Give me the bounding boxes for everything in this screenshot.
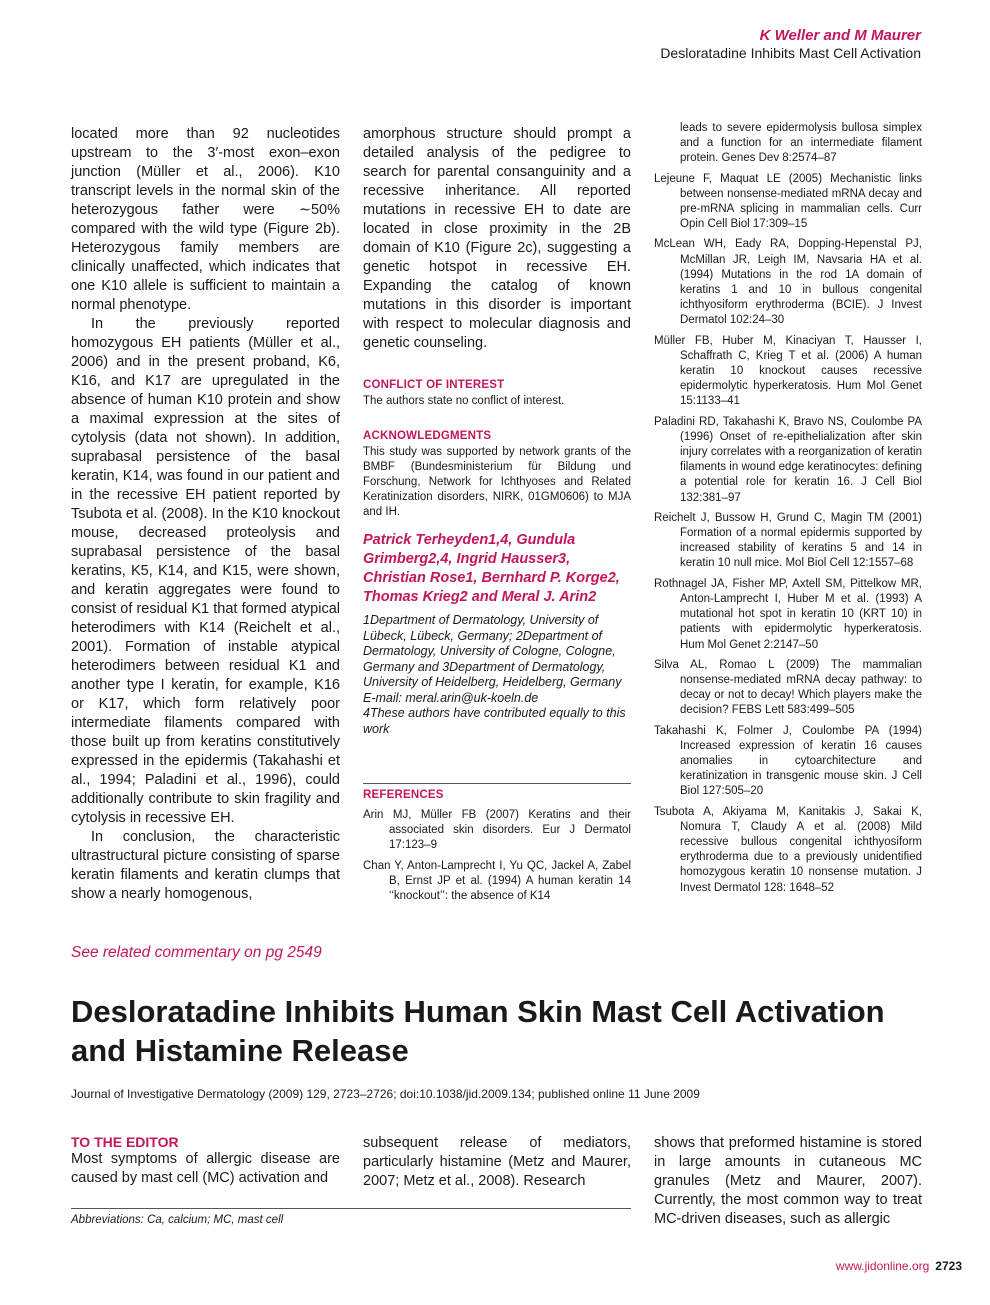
to-the-editor-heading: TO THE EDITOR [71, 1134, 179, 1150]
related-commentary-link[interactable]: See related commentary on pg 2549 [71, 944, 322, 961]
col1-paragraph-2: In the previously reported homozygous EH patients (Müller et al., 2006) and in the present proband, K6, K16, and K17 are upregulated in the absence of human K10 protein and show a maximal expression at the sites of cytolysis (data not shown). In addition, suprabasal persistence of the basal keratin, K14, was found in our patient and in the recessive EH patient reported by Tsubota et al. (2008). In the K10 knockout mouse, decreased proteolysis and suprabasal persistence of the basal keratins, K5, K14, and K15, were shown, and keratin aggregates were found to consist of residual K1 that formed atypical heterodimers with K14 (Reichelt et al., 2001). Formation of instable atypical heterodimers between residual K1 and another type I keratin, for example, K16 or K17, which form relatively poor intermediate filaments compared with those built up from keratins constitutively expressed in the epidermis (Takahashi et al., 1994; Paladini et al., 1996), could additionally contribute to skin fragility and cytolysis in recessive EH. [71, 316, 340, 826]
reference-item: Rothnagel JA, Fisher MP, Axtell SM, Pittelkow MR, Anton-Lamprecht I, Huber M et al. (1993) A mutational hot spot in keratin 10 (KRT 10) in patients with epidermolytic hyperkeratosis. Hum Mol Genet 2:2147–50 [654, 577, 922, 651]
corresponding-email[interactable]: E-mail: meral.arin@uk-koeln.de [363, 690, 539, 705]
references-heading: REFERENCES [363, 789, 444, 801]
column-3-references [654, 121, 922, 901]
affiliations: 1Department of Dermatology, University of Lübeck, Lübeck, Germany; 2Department of Dermatology, University of Cologne, Cologne, Germany and 3Department of Dermatology, University of Heidelberg, Heidelberg, Germany [363, 613, 622, 689]
col1-paragraph-3: In conclusion, the characteristic ultrastructural picture consisting of sparse keratin filaments and keratin clumps that show a nearly homogenous, [71, 829, 340, 902]
reference-item: Paladini RD, Takahashi K, Bravo NS, Coulombe PA (1996) Onset of re-epithelialization after skin injury correlates with a reorganization of keratin filaments in wound edge keratinocytes: defining a potential role for keratin 16. J Cell Biol 132:381–97 [654, 415, 922, 504]
references-col2 [363, 789, 631, 909]
reference-item: Lejeune F, Maquat LE (2005) Mechanistic links between nonsense-mediated mRNA decay and pre-mRNA splicing in mammalian cells. Curr Opin Cell Biol 17:309–15 [654, 172, 922, 231]
acknowledgments-text: This study was supported by network grants of the BMBF (Bundesministerium für Bildung und Forschung, Network for Ichthyoses and Related Keratinization disorders, NIRK, 01GM0606) to MJA and IH. [363, 446, 631, 518]
article-column-2 [363, 1134, 631, 1191]
conflict-text: The authors state no conflict of interest. [363, 395, 565, 407]
reference-item: Arin MJ, Müller FB (2007) Keratins and their associated skin disorders. Eur J Dermatol 17:123–9 [363, 809, 631, 852]
reference-continuation: leads to severe epidermolysis bullosa simplex and a function for an intermediate filament protein. Genes Dev 8:2574–87 [680, 122, 922, 165]
reference-item: Chan Y, Anton-Lamprecht I, Yu QC, Jackel A, Zabel B, Ernst JP et al. (1994) A human keratin 14 ‘‘knockout’’: the absence of K14 [363, 859, 631, 903]
column-2 [363, 125, 631, 737]
running-authors: K Weller and M Maurer [759, 27, 921, 44]
running-title: Desloratadine Inhibits Mast Cell Activation [660, 45, 921, 61]
conflict-heading: CONFLICT OF INTEREST [363, 379, 505, 391]
article-column-3 [654, 1134, 922, 1229]
article-col2-text: subsequent release of mediators, particularly histamine (Metz and Maurer, 2007; Metz et al., 2008). Research [363, 1135, 631, 1189]
journal-url[interactable]: www.jidonline.org [835, 1259, 930, 1273]
article-column-1 [71, 1134, 340, 1188]
reference-item: Tsubota A, Akiyama M, Kanitakis J, Sakai K, Nomura T, Claudy A et al. (2008) Mild recessive bullous congenital ichthyosiform erythroderma due to a previously unidentified homozygous keratin 10 nonsense mutation. J Invest Dermatol 128: 1648–52 [654, 805, 922, 894]
col2-paragraph-1: amorphous structure should prompt a detailed analysis of the pedigree to search for parental consanguinity and a recessive inheritance. All reported mutations in recessive EH to date are located in close proximity in the 2B domain of K10 (Figure 2c), suggesting a genetic hotspot in recessive EH. Expanding the catalog of known mutations in this disorder is important with respect to molecular diagnosis and genetic counseling. [363, 126, 631, 351]
reference-item: McLean WH, Eady RA, Dopping-Hepenstal PJ, McMillan JR, Leigh IM, Navsaria HA et al. (1994) Mutations in the rod 1A domain of keratins 1 and 10 in bullous congenital ichthyosiform erythroderma (BCIE). J Invest Dermatol 102:24–30 [654, 238, 922, 327]
page-footer [836, 1259, 962, 1273]
acknowledgments-heading: ACKNOWLEDGMENTS [363, 430, 492, 442]
article-title: Desloratadine Inhibits Human Skin Mast Cell Activation and Histamine Release [71, 994, 885, 1068]
article-col3-text: shows that preformed histamine is stored in large amounts in cutaneous MC granules (Metz and Maurer, 2007). Currently, the most common way to treat MC-driven diseases, such as allergic [654, 1135, 922, 1227]
journal-info: Journal of Investigative Dermatology (2009) 129, 2723–2726; doi:10.1038/jid.2009.134; published online 11 June 2009 [71, 1087, 700, 1101]
page-number: 2723 [935, 1259, 962, 1273]
reference-item: Reichelt J, Bussow H, Grund C, Magin TM (2001) Formation of a normal epidermis supported by increased stability of keratins 5 and 14 in keratin 10 null mice. Mol Biol Cell 12:1557–68 [654, 511, 922, 570]
equal-contribution-note: 4These authors have contributed equally to this work [363, 706, 626, 736]
abbreviations-divider [71, 1208, 631, 1209]
col1-paragraph-1: located more than 92 nucleotides upstream to the 3′-most exon–exon junction (Müller et al., 2006). K10 transcript levels in the normal skin of the heterozygous father were ∼50% compared with the wild type (Figure 2b). Heterozygous family members are clinically unaffected, which indicates that one K10 allele is sufficient to maintain a normal phenotype. [71, 126, 340, 313]
references-divider [363, 783, 631, 784]
reference-item: Müller FB, Huber M, Kinaciyan T, Hausser I, Schaffrath C, Krieg T et al. (2006) A human keratin 10 knockout causes recessive epidermolytic hyperkeratosis. Hum Mol Genet 15:1133–41 [654, 334, 922, 408]
article-col1-text: Most symptoms of allergic disease are caused by mast cell (MC) activation and [71, 1151, 340, 1186]
abbreviations: Abbreviations: Ca, calcium; MC, mast cell [71, 1214, 284, 1226]
column-1 [71, 125, 340, 904]
reference-item: Takahashi K, Folmer J, Coulombe PA (1994) Increased expression of keratin 16 causes anomalies in cytoarchitecture and keratinization in transgenic mouse skin. J Cell Biol 127:505–20 [654, 724, 922, 798]
author-list: Patrick Terheyden1,4, Gundula Grimberg2,4, Ingrid Hausser3, Christian Rose1, Bernhard P. Korge2, Thomas Krieg2 and Meral J. Arin2 [363, 532, 620, 605]
reference-item: Silva AL, Romao L (2009) The mammalian nonsense-mediated mRNA decay pathway: to decay or not to decay! Which players make the decision? FEBS Lett 583:499–505 [654, 658, 922, 717]
